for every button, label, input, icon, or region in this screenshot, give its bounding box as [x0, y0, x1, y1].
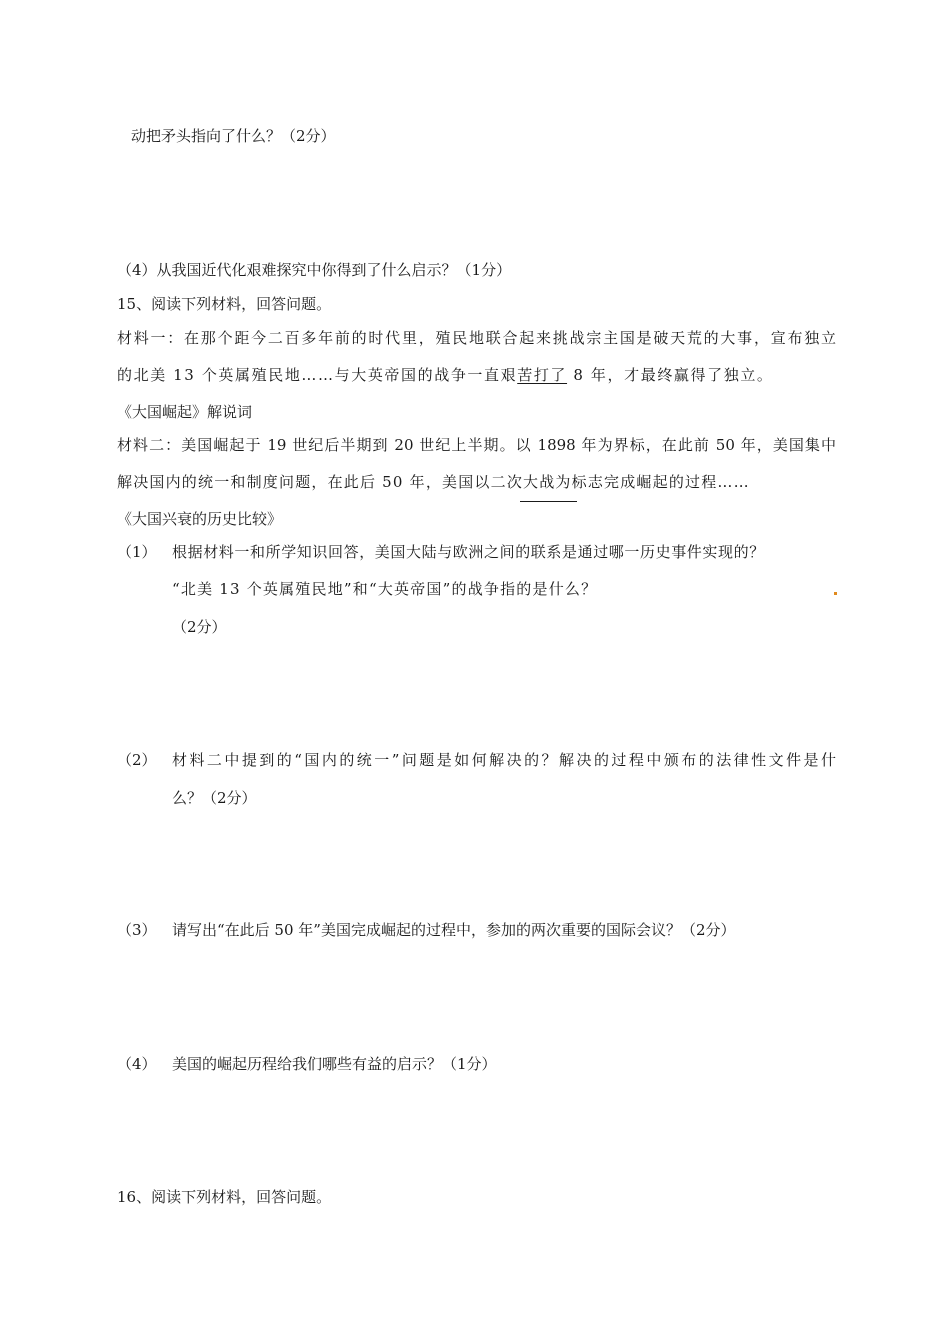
q15-4-line-1: 美国的崛起历程给我们哪些有益的启示？（1分） — [172, 1055, 497, 1073]
q15-2-line-1: 材料二中提到的“国内的统一”问题是如何解决的？解决的过程中颁布的法律性文件是什 — [172, 751, 836, 769]
material-1-source: 《大国崛起》解说词 — [117, 403, 253, 421]
material-2-line-2: 解决国内的统一和制度问题，在此后 50 年，美国以二次大战为标志完成崛起的过程…… — [117, 473, 750, 491]
material-2-source: 《大国兴衰的历史比较》 — [117, 510, 283, 528]
q15-4-number: （4） — [117, 1055, 157, 1073]
material-1-line-1: 材料一：在那个距今二百多年前的时代里，殖民地联合起来挑战宗主国是破天荒的大事，宣布独立 — [117, 329, 836, 347]
stray-mark — [834, 592, 837, 595]
q15-3-line-1: 请写出“在此后 50 年”美国完成崛起的过程中，参加的两次重要的国际会议？（2分） — [172, 921, 736, 939]
q15-1-number: （1） — [117, 543, 157, 561]
q15-2-number: （2） — [117, 751, 157, 769]
material-1-text-b: 8 年，才最终赢得了独立。 — [567, 366, 774, 384]
q15-1-line-3: （2分） — [172, 618, 227, 636]
q14-4-question: （4）从我国近代化艰难探究中你得到了什么启示？（1分） — [117, 261, 512, 279]
q15-1-line-2: “北美 13 个英属殖民地”和“大英帝国”的战争指的是什么？ — [172, 580, 598, 598]
q15-1-line-1: 根据材料一和所学知识回答，美国大陆与欧洲之间的联系是通过哪一历史事件实现的？ — [172, 543, 765, 561]
q15-heading: 15、阅读下列材料，回答问题。 — [117, 295, 332, 313]
q16-heading: 16、阅读下列材料，回答问题。 — [117, 1188, 332, 1206]
q14-3-continuation: 动把矛头指向了什么？（2分） — [131, 127, 336, 145]
q15-2-line-2: 么？（2分） — [172, 789, 257, 807]
material-1-text-a: 的北美 13 个英属殖民地……与大英帝国的战争一直艰 — [117, 366, 518, 384]
material-1-line-2 — [117, 365, 774, 385]
material-1-underlined: 苦打了 — [517, 366, 568, 384]
material-2-line-1: 材料二：美国崛起于 19 世纪后半期到 20 世纪上半期。以 1898 年为界标，在此前 50 年，美国集中 — [117, 436, 836, 454]
underline-mark — [520, 501, 577, 502]
q15-3-number: （3） — [117, 921, 157, 939]
